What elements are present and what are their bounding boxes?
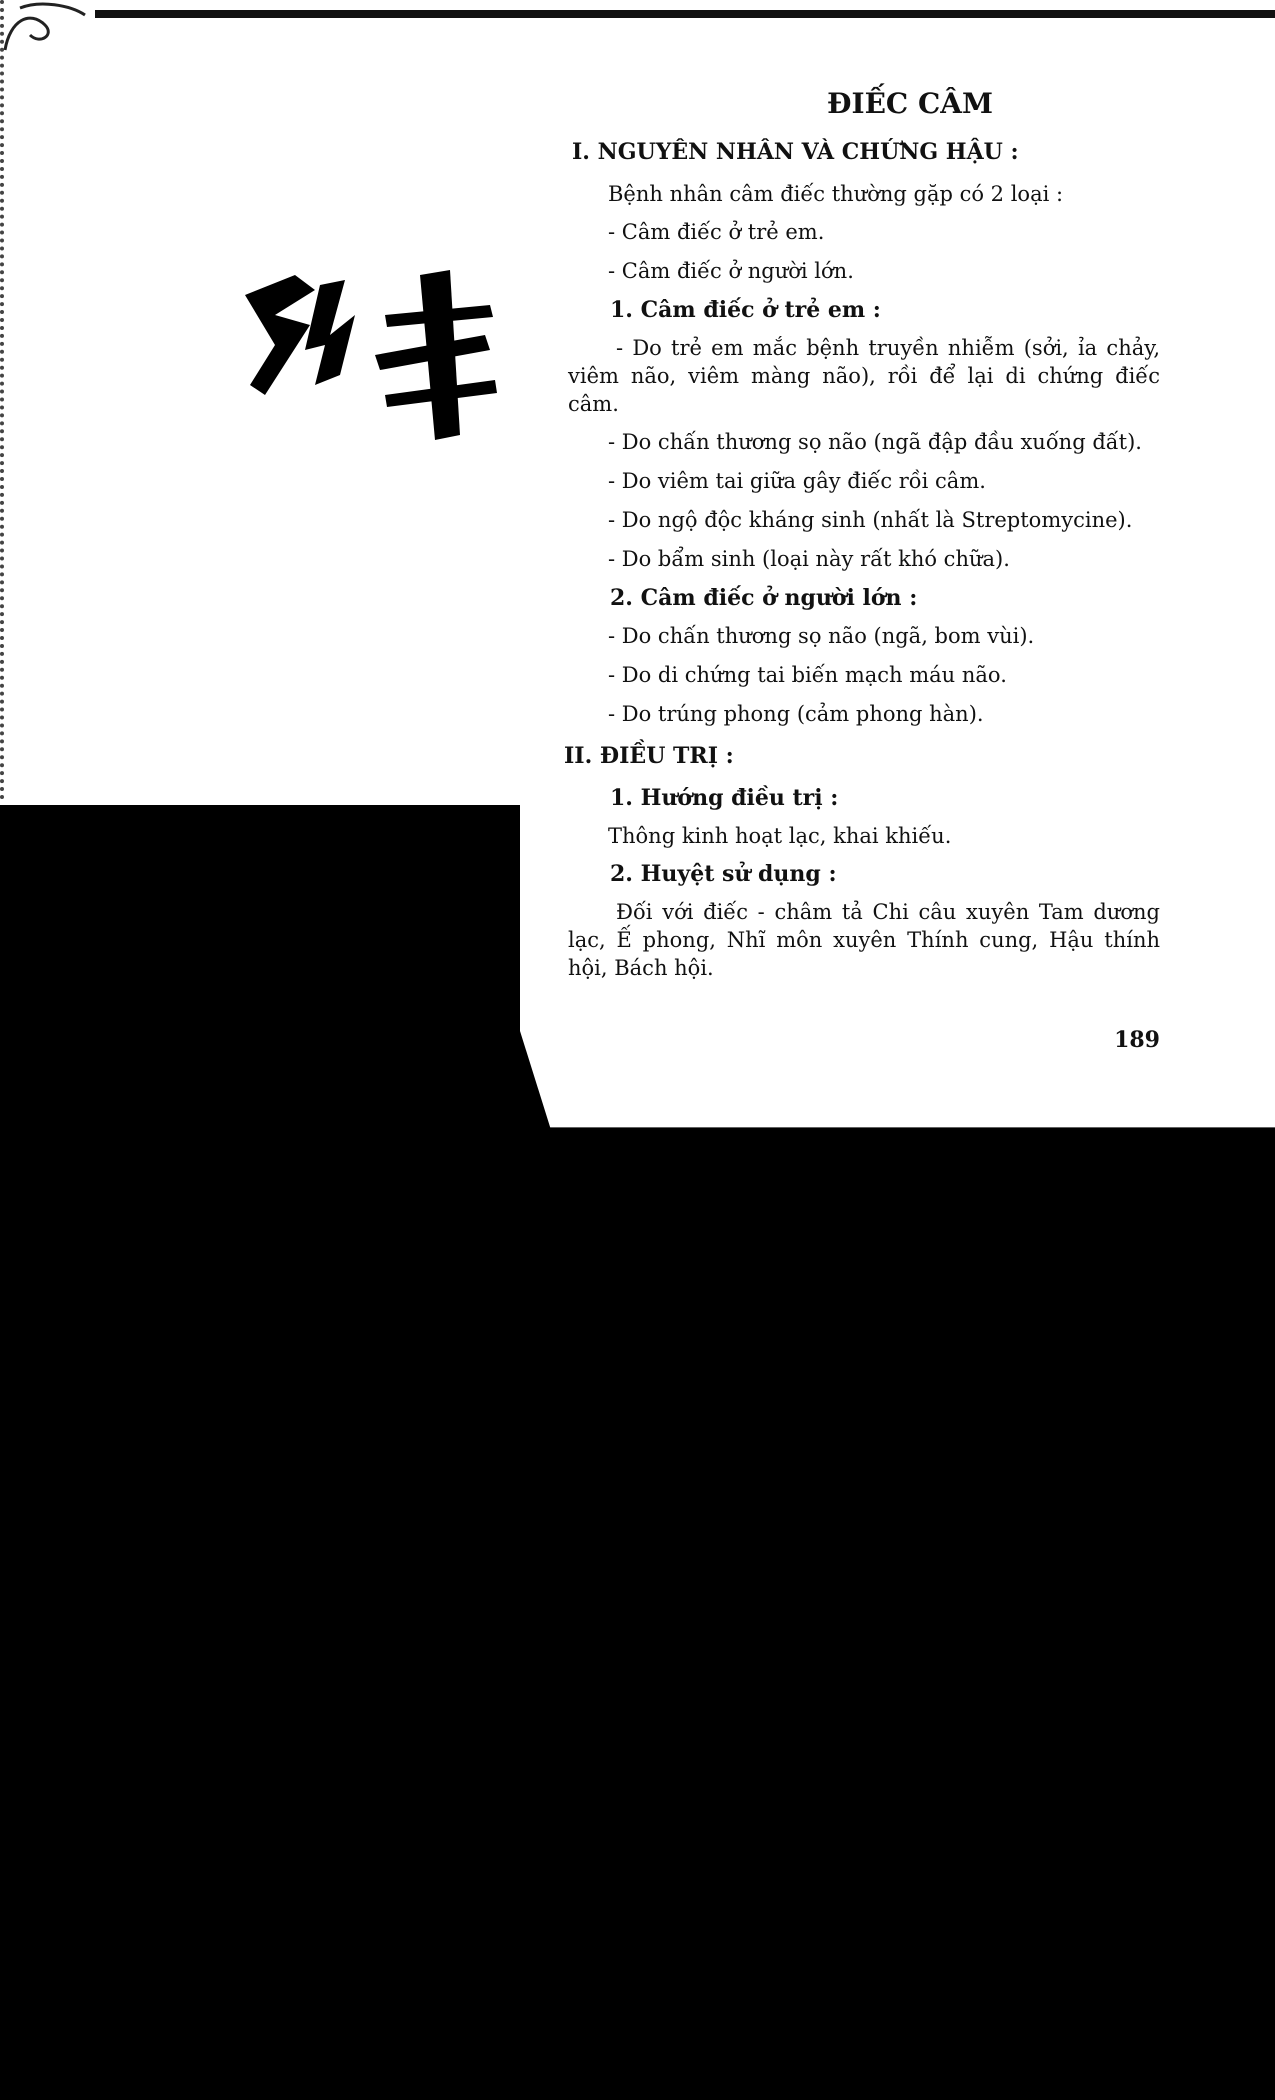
page-number: 189 <box>1114 1027 1160 1053</box>
subheading-direction: 1. Hướng điều trị : <box>610 785 839 811</box>
cause-item: - Do chấn thương sọ não (ngã đập đầu xuống đất). <box>608 430 1142 454</box>
cause-item: - Do viêm tai giữa gây điếc rồi câm. <box>608 469 986 493</box>
subheading-children: 1. Câm điếc ở trẻ em : <box>610 297 881 323</box>
section-heading-treatment: II. ĐIỀU TRỊ : <box>564 743 734 769</box>
cause-item: - Do ngộ độc kháng sinh (nhất là Streptomycine). <box>608 508 1133 532</box>
corner-ornament-icon <box>0 0 90 60</box>
cause-paragraph: - Do trẻ em mắc bệnh truyền nhiễm (sởi, ỉa chảy, viêm não, viêm màng não), rồi để lại di chứng điếc câm. <box>568 336 1160 416</box>
page-title: ĐIẾC CÂM <box>827 87 993 120</box>
top-rule <box>95 10 1275 18</box>
section-heading-causes: I. NGUYÊN NHÂN VÀ CHỨNG HẬU : <box>572 139 1019 165</box>
cause-item: - Do di chứng tai biến mạch máu não. <box>608 663 1007 687</box>
cause-item: - Do chấn thương sọ não (ngã, bom vùi). <box>608 624 1035 648</box>
scanned-left-page <box>0 0 560 805</box>
calligraphy-brushstrokes <box>235 255 535 455</box>
page-border <box>0 0 16 800</box>
cause-item: - Do trúng phong (cảm phong hàn). <box>608 702 984 726</box>
cause-item: - Do bẩm sinh (loại này rất khó chữa). <box>608 547 1010 571</box>
type-item: - Câm điếc ở trẻ em. <box>608 220 825 244</box>
subheading-points: 2. Huyệt sử dụng : <box>610 861 837 887</box>
type-item: - Câm điếc ở người lớn. <box>608 259 854 283</box>
intro-paragraph: Bệnh nhân câm điếc thường gặp có 2 loại : <box>608 182 1064 206</box>
subheading-adults: 2. Câm điếc ở người lớn : <box>610 585 918 611</box>
page-text <box>560 87 1160 1054</box>
direction-text: Thông kinh hoạt lạc, khai khiếu. <box>608 824 952 848</box>
points-paragraph: Đối với điếc - châm tả Chi câu xuyên Tam dương lạc, Ế phong, Nhĩ môn xuyên Thính cung, Hậu thính hội, Bách hội. <box>568 900 1160 980</box>
